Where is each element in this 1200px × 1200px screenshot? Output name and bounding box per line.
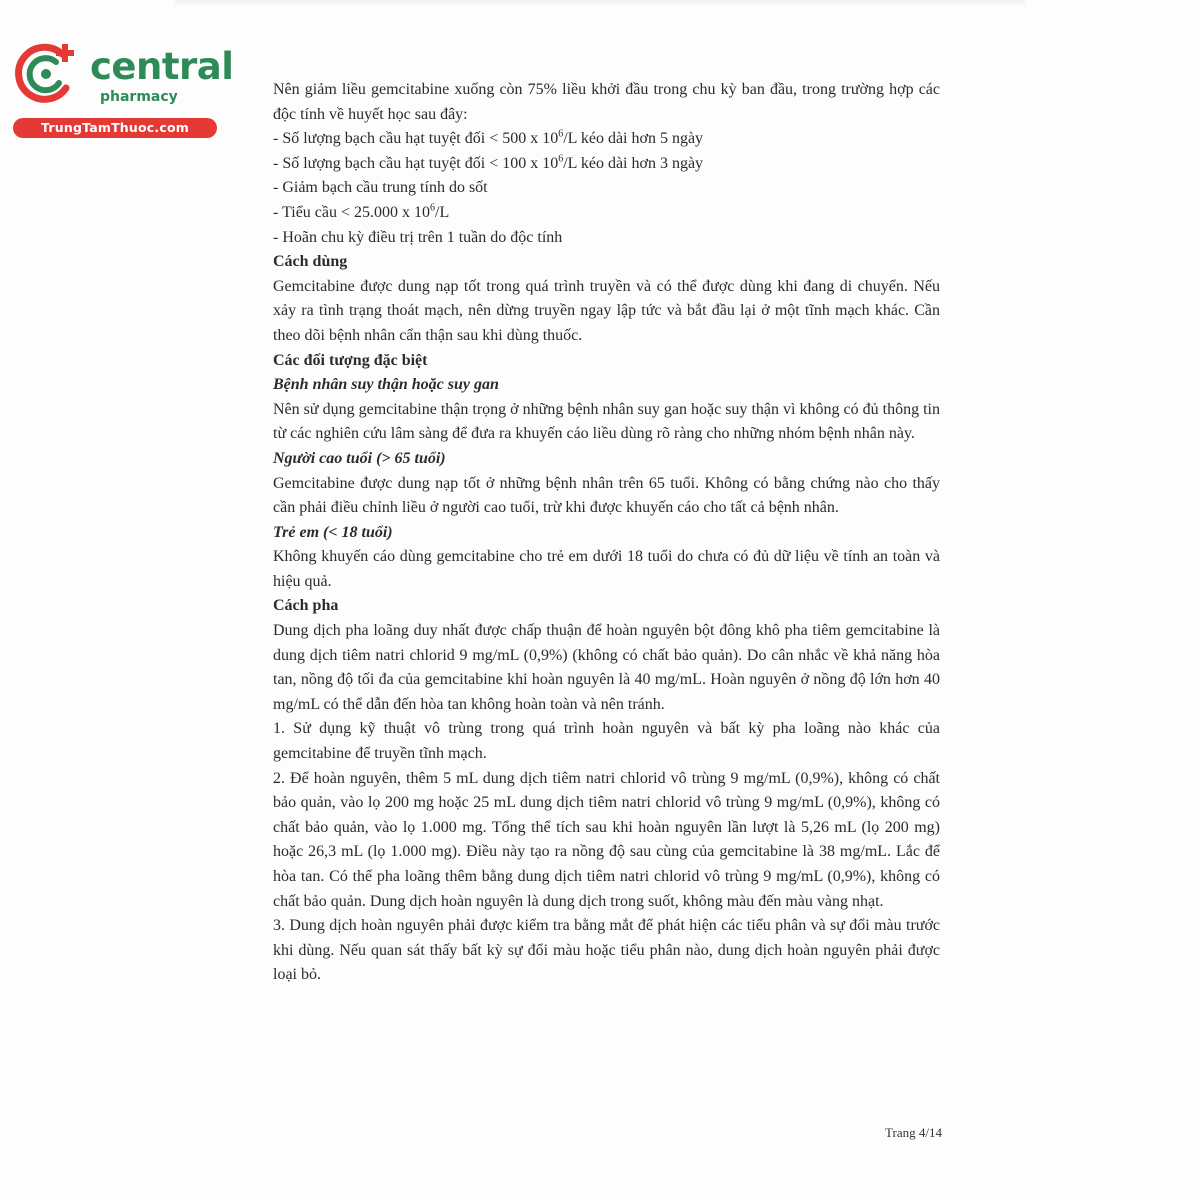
central-pharmacy-logo bbox=[10, 38, 234, 138]
step-3: 3. Dung dịch hoàn nguyên phải được kiểm tra bằng mắt để phát hiện các tiểu phân và sự đổi màu trước khi dùng. Nếu quan sát thấy bất kỳ sự đổi màu hoặc tiểu phân nào, dung dịch hoàn nguyên phải được loại bỏ. bbox=[273, 917, 940, 984]
subheading-renal-hepatic: Bệnh nhân suy thận hoặc suy gan bbox=[273, 376, 499, 394]
pharmacy-logo-icon bbox=[10, 38, 82, 110]
paragraph-cach-dung: Gemcitabine được dung nạp tốt trong quá trình truyền và có thể được dùng khi đang di chuyển. Nếu xảy ra tình trạng thoát mạch, nên dừng truyền ngay lập tức và bắt đầu lại ở một tĩnh mạch khác. Cần theo dõi bệnh nhân cẩn thận sau khi dùng thuốc. bbox=[273, 277, 940, 344]
heading-cach-pha: Cách pha bbox=[273, 597, 339, 615]
heading-special-populations: Các đối tượng đặc biệt bbox=[273, 351, 428, 369]
bullet-neutrophil-100: - Số lượng bạch cầu hạt tuyệt đối < 100 x $10^6/L$ kéo dài hơn 3 ngày bbox=[273, 153, 704, 172]
logo-website-bar: TrungTamThuoc.com bbox=[13, 118, 217, 138]
logo-subtitle: pharmacy bbox=[100, 89, 178, 105]
bullet-cycle-delay: - Hoãn chu kỳ điều trị trên 1 tuần do độc tính bbox=[273, 228, 563, 246]
paragraph-dose-reduction: Nên giảm liều gemcitabine xuống còn 75% liều khởi đầu trong chu kỳ ban đầu, trong trường hợp các độc tính về huyết học sau đây: bbox=[273, 81, 940, 123]
logo-name: central bbox=[90, 45, 234, 88]
paragraph-renal-hepatic: Nên sử dụng gemcitabine thận trọng ở những bệnh nhân suy gan hoặc suy thận vì không có đủ thông tin từ các nghiên cứu lâm sàng để đưa ra khuyến cáo liều dùng rõ ràng cho những nhóm bệnh nhân này. bbox=[273, 400, 940, 443]
bullet-platelets: - Tiểu cầu < 25.000 x $10^6/L$ bbox=[273, 202, 450, 221]
heading-cach-dung: Cách dùng bbox=[273, 253, 348, 271]
paragraph-elderly: Gemcitabine được dung nạp tốt ở những bệnh nhân trên 65 tuổi. Không có bằng chứng nào cho thấy cần phải điều chỉnh liều ở người cao tuổi, trừ khi được khuyến cáo cho tất cả bệnh nhân. bbox=[273, 474, 940, 517]
document-body bbox=[273, 78, 940, 988]
subheading-children: Trẻ em (< 18 tuổi) bbox=[273, 523, 393, 541]
paragraph-cach-pha: Dung dịch pha loãng duy nhất được chấp thuận để hoàn nguyên bột đông khô pha tiêm gemcitabine là dung dịch tiêm natri chlorid 9 mg/mL (0,9%) (không có chất bảo quản). Do cân nhắc về khả năng hòa tan, nồng độ tối đa của gemcitabine khi hoàn nguyên là 40 mg/mL. Hoàn nguyên ở nồng độ lớn hơn 40 mg/mL có thể dẫn đến hòa tan không hoàn toàn và nên tránh. bbox=[273, 622, 940, 713]
step-1: 1. Sử dụng kỹ thuật vô trùng trong quá trình hoàn nguyên và bất kỳ pha loãng nào khác của gemcitabine để truyền tĩnh mạch. bbox=[273, 720, 940, 763]
step-2: 2. Để hoàn nguyên, thêm 5 mL dung dịch tiêm natri chlorid vô trùng 9 mg/mL (0,9%), không có chất bảo quản, vào lọ 200 mg hoặc 25 mL dung dịch tiêm natri chlorid vô trùng 9 mg/mL (0,9%), không có chất bảo quản, vào lọ 1.000 mg. Tổng thể tích sau khi hoàn nguyên lần lượt là 5,26 mL (lọ 200 mg) hoặc 26,3 mL (lọ 1.000 mg). Điều này tạo ra nồng độ sau cùng của gemcitabine là 38 mg/mL. Lắc để hòa tan. Có thể pha loãng thêm bằng dung dịch tiêm natri chlorid vô trùng 9 mg/mL (0,9%), không có chất bảo quản. Dung dịch hoàn nguyên là dung dịch trong suốt, không màu đến màu vàng nhạt. bbox=[273, 769, 940, 910]
subheading-elderly: Người cao tuổi (> 65 tuổi) bbox=[273, 449, 446, 467]
bullet-febrile-neutropenia: - Giảm bạch cầu trung tính do sốt bbox=[273, 179, 488, 197]
scan-edge bbox=[175, 0, 1025, 6]
paragraph-children: Không khuyến cáo dùng gemcitabine cho trẻ em dưới 18 tuổi do chưa có đủ dữ liệu về tính an toàn và hiệu quả. bbox=[273, 548, 940, 590]
page-number: Trang 4/14 bbox=[885, 1125, 942, 1140]
bullet-neutrophil-500: - Số lượng bạch cầu hạt tuyệt đối < 500 x $10^6/L$ kéo dài hơn 5 ngày bbox=[273, 128, 704, 148]
